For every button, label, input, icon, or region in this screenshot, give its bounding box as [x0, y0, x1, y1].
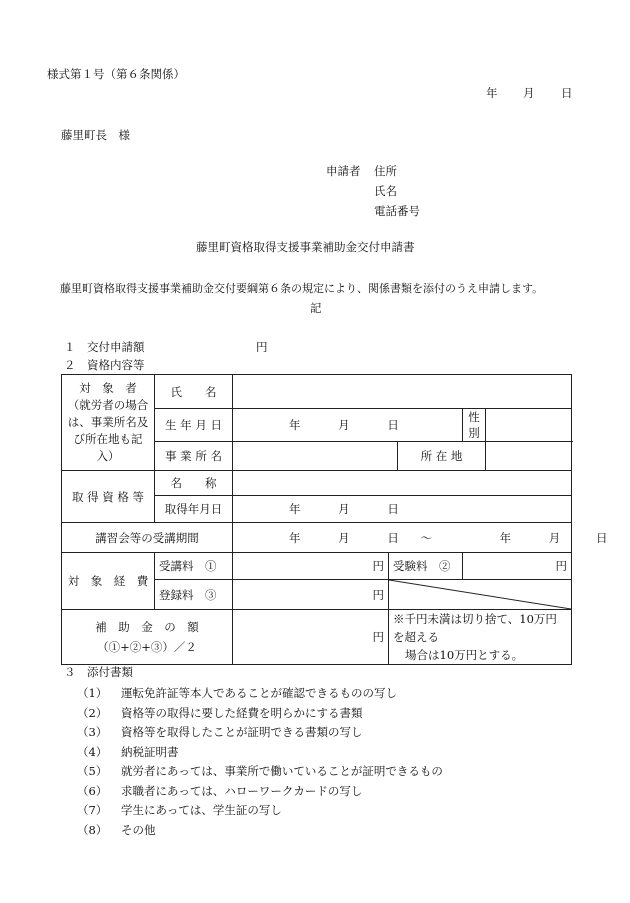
name-label: 氏 名	[155, 375, 233, 409]
attachment-text: 就労者にあっては、事業所で働いていることが証明できるもの	[121, 764, 443, 778]
attachment-text: 納税証明書	[121, 744, 179, 759]
fee1-yen: 円	[372, 559, 384, 573]
qualification-date-label: 取得年月日	[155, 496, 233, 523]
course-start-month: 月	[338, 530, 350, 545]
course-end-day: 日	[595, 530, 608, 545]
attachment-number: （2）	[77, 705, 108, 720]
course-end-year: 年	[499, 530, 512, 545]
date-year-label: 年	[486, 86, 498, 100]
fee3-field[interactable]	[233, 580, 389, 610]
applicant-phone-label: 電話番号	[374, 204, 420, 218]
course-start-day: 日	[387, 530, 399, 545]
birth-label: 生 年 月 日	[155, 409, 233, 442]
qual-month: 月	[338, 502, 350, 516]
fee2-label: 受験料 ②	[389, 553, 463, 580]
section2-label: ２ 資格内容等	[64, 358, 145, 372]
birth-day: 日	[387, 418, 399, 432]
qual-year: 年	[289, 502, 301, 516]
cost-title: 対 象 経 費	[62, 553, 155, 610]
course-period-label: 講習会等の受講期間	[62, 523, 233, 553]
attachment-text: 資格等を取得したことが証明できる書類の写し	[121, 725, 363, 739]
office-address-label: 所 在 地	[398, 442, 486, 471]
name-field[interactable]	[233, 375, 572, 409]
subsidy-yen: 円	[372, 630, 384, 644]
intro-text: 藤里町資格取得支援事業補助金交付要綱第６条の規定により、関係書類を添付のうえ申請します。	[60, 282, 544, 295]
attachment-text: 学生にあっては、学生証の写し	[121, 803, 282, 817]
section1-yen: 円	[256, 340, 268, 354]
gender-label: 性別	[463, 409, 486, 442]
attachment-number: （1）	[77, 686, 108, 700]
addressee: 藤里町長 様	[61, 128, 130, 142]
subject-note: （就労者の場合は、事業所名及び所在地も記入）	[67, 398, 149, 463]
qual-day: 日	[387, 502, 399, 516]
subsidy-field[interactable]	[233, 610, 389, 665]
qualification-name-field[interactable]	[233, 471, 572, 496]
office-label: 事 業 所 名	[155, 442, 233, 471]
document-title: 藤里町資格取得支援事業補助金交付申請書	[196, 240, 415, 254]
course-period-field[interactable]	[233, 523, 608, 553]
ki-label: 記	[310, 301, 322, 315]
birth-month: 月	[338, 418, 350, 432]
qualification-title: 取 得 資 格 等	[62, 471, 155, 523]
applicant-label: 申請者	[326, 164, 361, 178]
attachment-number: （4）	[77, 744, 108, 759]
diagonal-cell	[389, 580, 572, 610]
date-day-label: 日	[561, 86, 573, 100]
attachment-text: その他	[121, 822, 156, 837]
date-month-label: 月	[523, 86, 535, 100]
diagonal-line	[389, 580, 571, 609]
form-number: 様式第１号（第６条関係）	[47, 67, 185, 81]
applicant-address-label: 住所	[374, 164, 397, 178]
fee3-yen: 円	[372, 587, 384, 602]
attachment-number: （8）	[77, 822, 108, 837]
attachment-number: （5）	[77, 764, 108, 778]
attachment-text: 求職者にあっては、ハローワークカードの写し	[121, 783, 363, 798]
qualification-date-field[interactable]	[233, 496, 572, 523]
attachment-number: （7）	[77, 803, 108, 817]
subsidy-title: 補 助 金 の 額	[95, 620, 199, 634]
qualification-table	[61, 374, 608, 665]
birth-field[interactable]	[233, 409, 463, 442]
subject-title: 対 象 者	[79, 381, 137, 395]
attachment-number: （3）	[77, 725, 108, 739]
fee1-label: 受講料 ①	[155, 553, 233, 580]
section3-label: ３ 添付書類	[64, 665, 133, 679]
attachment-number: （6）	[77, 783, 108, 798]
qualification-name-label: 名 称	[155, 471, 233, 496]
course-tilde: ～	[420, 530, 432, 545]
attachment-text: 資格等の取得に要した経費を明らかにする書類	[121, 705, 363, 720]
birth-year: 年	[289, 418, 301, 432]
course-end-month: 月	[548, 530, 561, 545]
fee2-field[interactable]	[463, 553, 572, 580]
office-field[interactable]	[233, 442, 398, 471]
subsidy-note-line2: 場合は10万円とする。	[405, 648, 524, 662]
applicant-name-label: 氏名	[374, 184, 397, 198]
fee2-yen: 円	[555, 559, 567, 573]
gender-field[interactable]	[486, 409, 572, 442]
section1-label: １ 交付申請額	[64, 340, 145, 354]
fee3-label: 登録料 ③	[155, 580, 233, 610]
subsidy-note-line1: ※千円未満は切り捨て、10万円を超える	[393, 612, 557, 644]
subsidy-note	[389, 610, 572, 665]
subsidy-formula: （①+②+③）／２	[97, 640, 197, 654]
office-address-field[interactable]	[486, 442, 572, 471]
course-start-year: 年	[289, 530, 301, 545]
subject-cell	[62, 375, 155, 471]
attachment-text: 運転免許証等本人であることが確認できるものの写し	[121, 686, 397, 700]
subsidy-cell	[62, 610, 233, 665]
fee1-field[interactable]	[233, 553, 389, 580]
